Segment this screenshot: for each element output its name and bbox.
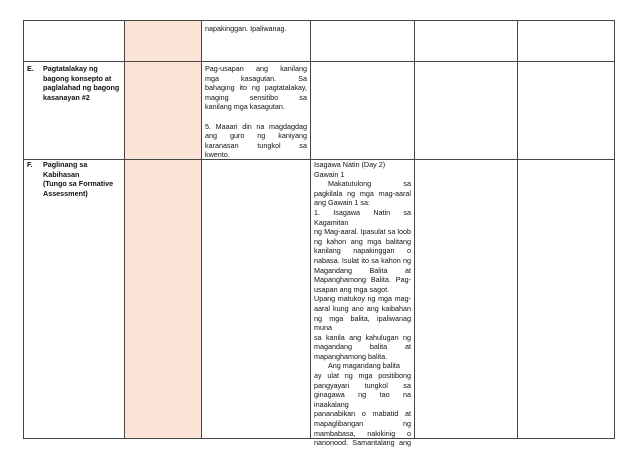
text-line: kanilang mga kasagutan. (205, 102, 285, 112)
section-letter: E. (27, 64, 34, 73)
section-title-line: (Tungo sa Formative (43, 179, 114, 189)
section-letter: F. (27, 160, 33, 169)
text-line: ng Mag-aaral. Ipasulat sa loob (314, 227, 411, 237)
text-line: mga kasagutan. Sa (205, 73, 307, 83)
text-line: Magandang Balita at (314, 265, 411, 275)
text-line: pagkilala ng mga mag-aaral (314, 188, 411, 198)
text-line: Ang magandang balita (328, 361, 400, 371)
column-divider (124, 21, 125, 438)
text-line: nanonood. Samantalang ang (314, 438, 411, 448)
text-line: Isagawa Natin (Day 2) (314, 160, 386, 169)
text-line: Gawain 1 (314, 169, 345, 179)
text-line: kanilang napakinggan o (314, 246, 411, 256)
section-e-heading (27, 64, 123, 102)
section-title-line: Kabihasan (43, 169, 80, 179)
text-line: Makatutulong sa (328, 179, 411, 189)
section-title-line: bagong konsepto at (43, 73, 112, 83)
section-title-line: Paglinang sa (43, 160, 88, 169)
section-f-heading (27, 160, 123, 198)
section-title-line: Pagtatalakay ng (43, 64, 98, 73)
text-line: 5. Maaari din na magdagdag (205, 121, 307, 131)
text-line: mapanghamong balita. (314, 351, 388, 361)
text-line: maging sensitibo sa (205, 92, 307, 102)
text-line: pananabikan o mabatid at (314, 409, 411, 419)
row-divider (24, 61, 614, 62)
text-line: ng kahon ang mga balitang (314, 236, 411, 246)
column-divider (310, 21, 311, 438)
section-title-line: Assessment) (43, 188, 88, 198)
column-divider (414, 21, 415, 438)
top-row-procedure (205, 24, 307, 34)
text-line: aaral kung ano ang kaibahan (314, 303, 411, 313)
section-title-line: kasanayan #2 (43, 92, 90, 102)
text-line: mambabasa, nakikinig o (314, 428, 411, 438)
lesson-plan-table (23, 20, 615, 448)
text-line: 1. Isagawa Natin sa Kagamitan (314, 207, 411, 227)
text-line: mapaglibangan ng (314, 419, 411, 429)
text-line: pangyayari tungkol sa (314, 380, 411, 390)
text-line: napakinggan. Ipaliwanag. (205, 24, 287, 33)
section-f-day2-procedure (314, 160, 411, 448)
text-line: ginagawa ng tao na inaakalang (314, 390, 411, 409)
text-line: bahaging ito ng pagtatalakay, (205, 83, 307, 93)
text-line: kwento. (205, 150, 230, 160)
section-title-line: paglalahad ng bagong (43, 83, 120, 93)
text-line: nabasa. Isulat ito sa kahon ng (314, 255, 411, 265)
text-line: Mapanghamong Balita. Pag- (314, 275, 411, 285)
column-divider (517, 21, 518, 438)
text-line: ang Gawain 1 sa: (314, 198, 370, 208)
section-e-procedure (205, 64, 307, 160)
text-line: magandang balita at (314, 342, 411, 352)
column-divider (201, 21, 202, 438)
text-line: sa kanila ang kahulugan ng (314, 332, 411, 342)
text-line: ay ulat ng mga positibong (314, 371, 411, 381)
text-line: ng mga balita, ipaliwanag muna (314, 313, 411, 333)
text-line: Pag-usapan ang kanilang (205, 64, 307, 73)
text-line: Upang matukoy ng mga mag- (314, 294, 411, 304)
text-line: ang guro ng kaniyang (205, 131, 307, 141)
text-line: usapan ang mga sagot. (314, 284, 390, 294)
shaded-column (124, 21, 201, 438)
text-line: karanasan tungkol sa (205, 140, 307, 150)
